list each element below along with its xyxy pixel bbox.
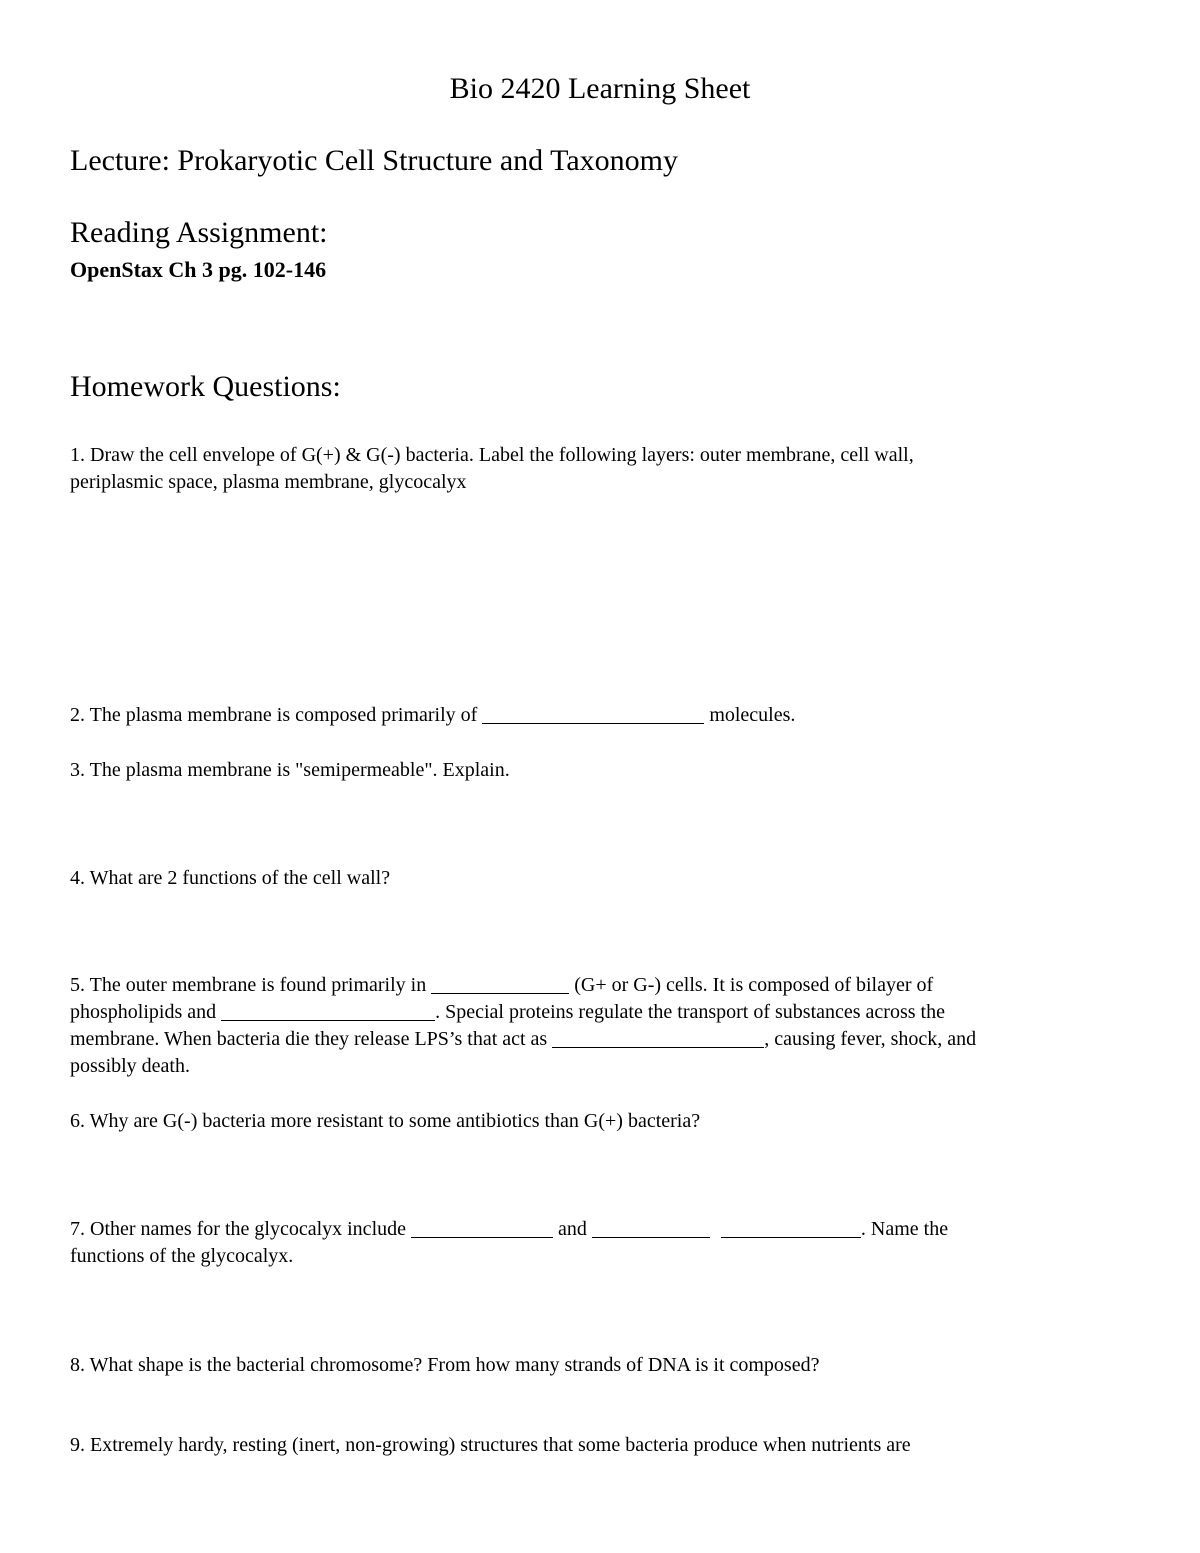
homework-heading: Homework Questions: (70, 370, 341, 403)
question-1 (70, 442, 914, 496)
question-5-line-3 (70, 1026, 976, 1053)
question-1-line-2: periplasmic space, plasma membrane, glycocalyx (70, 471, 467, 493)
lecture-heading: Lecture: Prokaryotic Cell Structure and Taxonomy (70, 144, 679, 177)
question-7-line-1 (70, 1216, 948, 1243)
answer-blank[interactable] (431, 975, 569, 994)
question-7-text: and (553, 1218, 592, 1240)
question-5-line-1 (70, 972, 976, 999)
question-2 (70, 702, 795, 729)
sheet-title: Bio 2420 Learning Sheet (449, 72, 751, 105)
question-3: 3. The plasma membrane is "semipermeable". Explain. (70, 759, 510, 781)
question-4: 4. What are 2 functions of the cell wall? (70, 867, 391, 889)
question-9: 9. Extremely hardy, resting (inert, non-growing) structures that some bacteria produce when nutrients are (70, 1434, 911, 1456)
question-8: 8. What shape is the bacterial chromosome? From how many strands of DNA is it composed? (70, 1354, 820, 1376)
question-5 (70, 972, 976, 1080)
question-1-line-1: 1. Draw the cell envelope of G(+) & G(-) bacteria. Label the following layers: outer membrane, cell wall, (70, 444, 914, 466)
answer-blank[interactable] (552, 1029, 764, 1048)
question-7 (70, 1216, 948, 1270)
question-5-text: (G+ or G-) cells. It is composed of bilayer of (569, 974, 934, 996)
question-5-line-2 (70, 999, 976, 1026)
question-2-text: 2. The plasma membrane is composed primarily of (70, 704, 483, 726)
question-5-text: membrane. When bacteria die they release LPS’s that act as (70, 1028, 553, 1050)
question-5-text: phospholipids and (70, 1001, 222, 1023)
question-7-text: 7. Other names for the glycocalyx include (70, 1218, 411, 1240)
reading-assignment-heading: Reading Assignment: (70, 216, 328, 249)
reading-assignment-source: OpenStax Ch 3 pg. 102-146 (70, 257, 327, 282)
answer-blank[interactable] (482, 705, 704, 724)
question-7-line-2: functions of the glycocalyx. (70, 1245, 294, 1267)
answer-blank[interactable] (221, 1002, 435, 1021)
question-5-line-4: possibly death. (70, 1055, 190, 1077)
question-7-text: . Name the (860, 1218, 949, 1240)
answer-blank[interactable] (411, 1219, 553, 1238)
question-5-text: 5. The outer membrane is found primarily in (70, 974, 432, 996)
answer-blank[interactable] (721, 1219, 861, 1238)
answer-blank[interactable] (592, 1219, 710, 1238)
question-2-text-end: molecules. (704, 704, 796, 726)
question-6: 6. Why are G(-) bacteria more resistant to some antibiotics than G(+) bacteria? (70, 1110, 701, 1132)
question-5-text: , causing fever, shock, and (764, 1028, 977, 1050)
question-5-text: . Special proteins regulate the transport of substances across the (435, 1001, 945, 1023)
